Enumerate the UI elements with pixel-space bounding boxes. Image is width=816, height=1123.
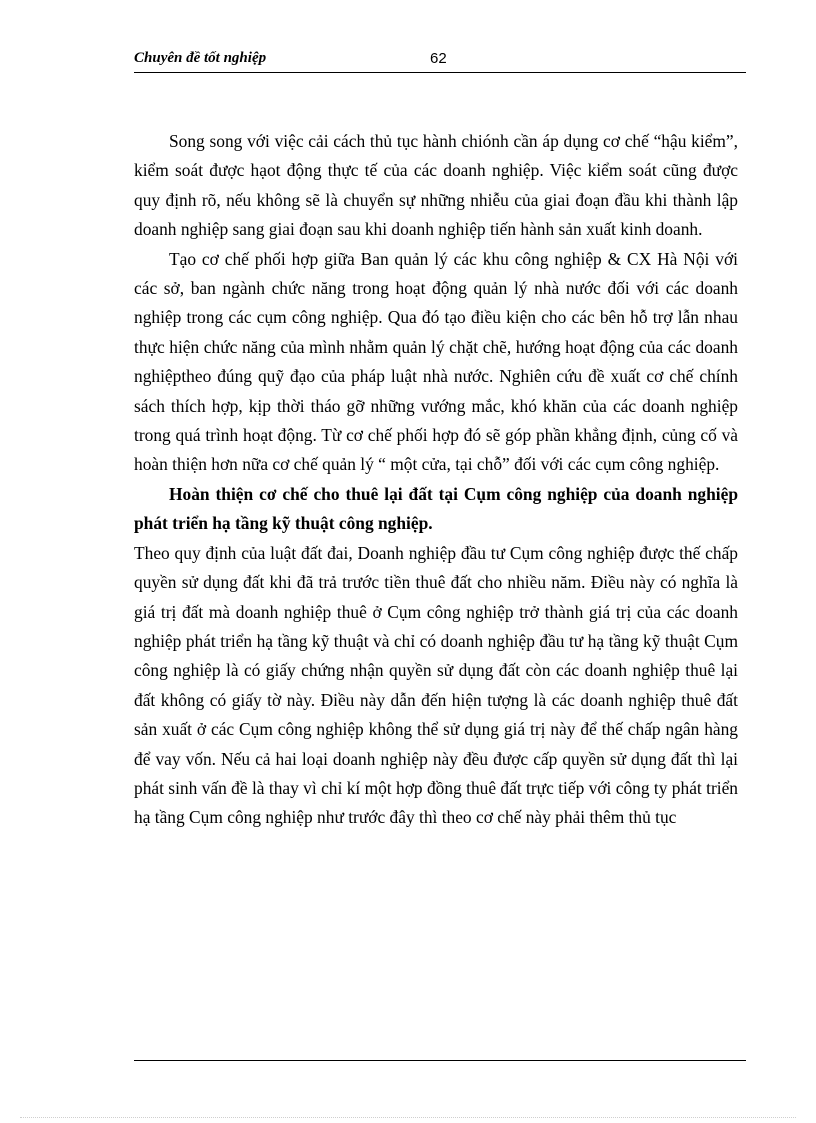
paragraph-post-audit: Song song với việc cải cách thủ tục hành chiónh cần áp dụng cơ chế “hậu kiểm”, kiểm soát được hạot động thực tế của các doanh nghiệp. Việc kiểm soát cũng được quy định rõ, nếu không sẽ là chuyển sự những nhiễu của giai đoạn đầu khi thành lập doanh nghiệp sang giai đoạn sau khi doanh nghiệp tiến hành sản xuất kinh doanh. xyxy=(134,131,738,240)
footer-divider xyxy=(134,1060,746,1061)
document-body xyxy=(134,127,738,833)
paragraph-land-law: Theo quy định của luật đất đai, Doanh nghiệp đầu tư Cụm công nghiệp được thế chấp quyền sử dụng đất khi đã trả trước tiền thuê đất cho nhiều năm. Điều này có nghĩa là giá trị đất mà doanh nghiệp thuê ở Cụm công nghiệp trở thành giá trị của các doanh nghiệp phát triển hạ tầng kỹ thuật và chỉ có doanh nghiệp đầu tư hạ tầng kỹ thuật Cụm công nghiệp là có giấy chứng nhận quyền sử dụng đất còn các doanh nghiệp thuê lại đất không có giấy tờ này. Điều này dẫn đến hiện tượng là các doanh nghiệp thuê đất sản xuất ở các Cụm công nghiệp không thể sử dụng giá trị này để thế chấp ngân hàng để vay vốn. Nếu cả hai loại doanh nghiệp này đều được cấp quyền sử dụng đất thì lại phát sinh vấn đề là thay vì chỉ kí một hợp đồng thuê đất trực tiếp với công ty phát triển hạ tầng Cụm công nghiệp như trước đây thì theo cơ chế này phải thêm thủ tục xyxy=(134,542,738,828)
page-edge-divider xyxy=(20,1117,796,1118)
paragraph-coordination: Tạo cơ chế phối hợp giữa Ban quản lý các khu công nghiệp & CX Hà Nội với các sở, ban ngành chức năng trong hoạt động quản lý nhà nước đối với các doanh nghiệp trong các cụm công nghiệp. Qua đó tạo điều kiện cho các bên hỗ trợ lẫn nhau thực hiện chức năng của mình nhằm quản lý chặt chẽ, hướng hoạt động của các doanh nghiệptheo đúng quỹ đạo của pháp luật nhà nước. Nghiên cứu đề xuất cơ chế chính sách thích hợp, kịp thời tháo gỡ những vướng mắc, khó khăn của các doanh nghiệp trong quá trình hoạt động. Từ cơ chế phối hợp đó sẽ góp phần khẳng định, củng cố và hoàn thiện hơn nữa cơ chế quản lý “ một cửa, tại chỗ” đối với các cụm công nghiệp. xyxy=(134,248,738,475)
page-number: 62 xyxy=(430,50,447,67)
page-header xyxy=(134,44,746,73)
section-heading: Hoàn thiện cơ chế cho thuê lại đất tại Cụm công nghiệp của doanh nghiệp phát triển hạ tầng kỹ thuật công nghiệp. xyxy=(134,483,738,534)
header-title: Chuyên đề tốt nghiệp xyxy=(134,50,267,66)
